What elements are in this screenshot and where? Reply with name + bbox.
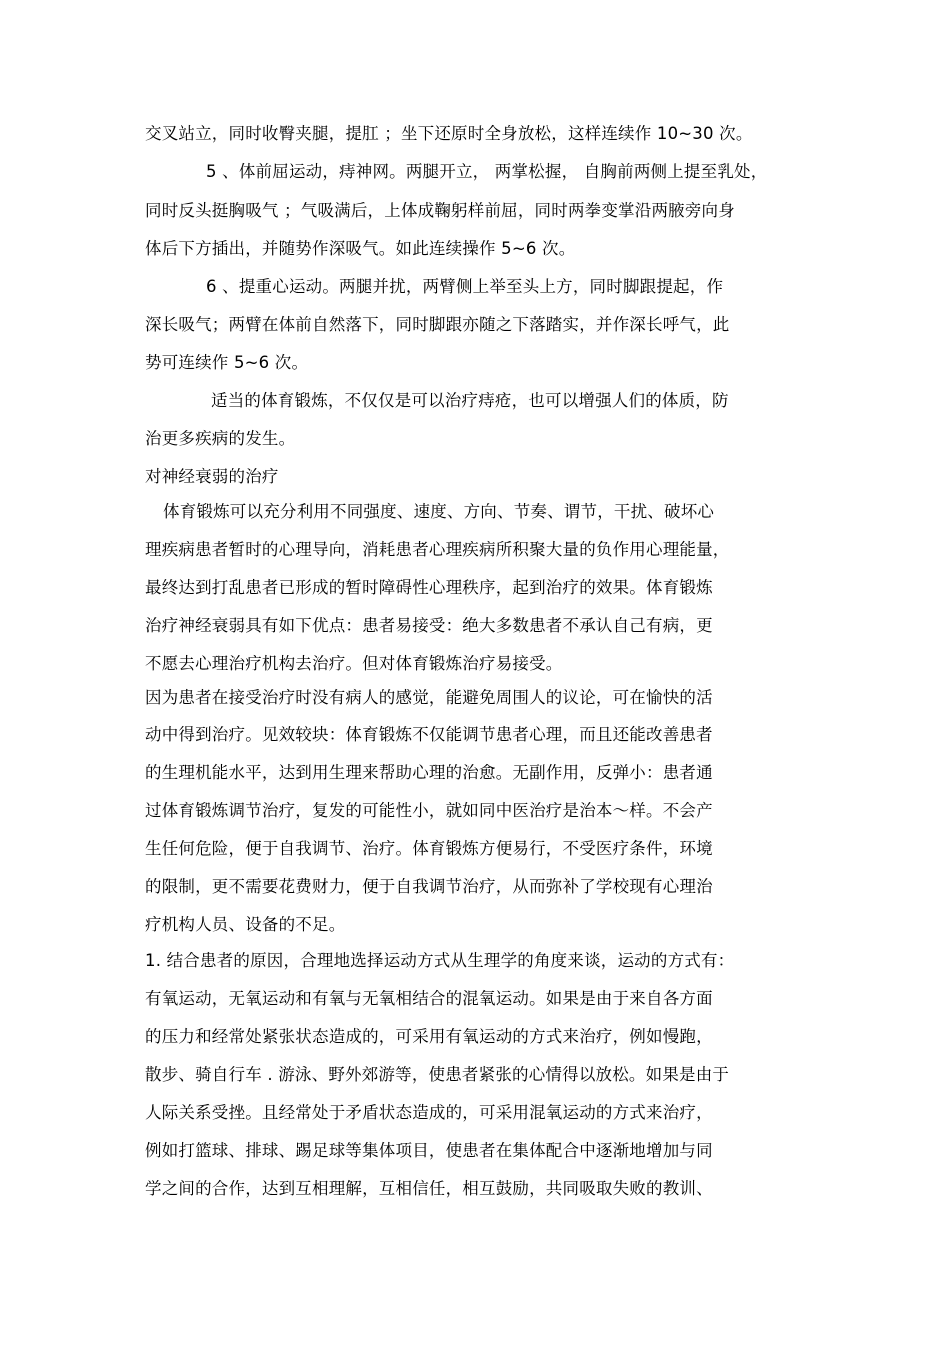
text-line: 治更多疾病的发生。 bbox=[145, 429, 296, 448]
section-heading: 对神经衰弱的治疗 bbox=[145, 467, 279, 486]
text-line: 因为患者在接受治疗时没有病人的感觉，能避免周围人的议论，可在愉快的活 bbox=[145, 688, 713, 707]
text-line: 生任何危险，便于自我调节、治疗。体育锻炼方便易行，不受医疗条件，环境 bbox=[145, 839, 713, 858]
text-line: 体育锻炼可以充分利用不同强度、速度、方向、节奏、谓节，干扰、破坏心 bbox=[163, 502, 715, 521]
text-line: 同时反头挺胸吸气 ；气吸满后，上体成鞠躬样前屈，同时两拳变掌沿两腋旁向身 bbox=[145, 201, 735, 220]
text-line: 深长吸气；两臂在体前自然落下，同时脚跟亦随之下落踏实，并作深长呼气，此 bbox=[145, 315, 730, 334]
text-line: 治疗神经衰弱具有如下优点：患者易接受：绝大多数患者不承认自己有病，更 bbox=[145, 616, 713, 635]
text-line: 6 、提重心运动。两腿并扰，两臂侧上举至头上方，同时脚跟提起，作 bbox=[206, 277, 724, 296]
text-line: 5 、体前屈运动，痔神网。两腿开立， 两掌松握， 自胸前两侧上提至乳处， bbox=[206, 162, 768, 181]
text-line: 过体育锻炼调节治疗，复发的可能性小，就如同中医治疗是治本～样。不会产 bbox=[145, 801, 713, 820]
text-line: 的限制，更不需要花费财力，便于自我调节治疗，从而弥补了学校现有心理治 bbox=[145, 877, 713, 896]
text-line: 动中得到治疗。见效较块：体育锻炼不仅能调节患者心理，而且还能改善患者 bbox=[145, 725, 713, 744]
text-line: 学之间的合作，达到互相理解，互相信任，相互鼓励，共同吸取失败的教训、 bbox=[145, 1179, 713, 1198]
text-line: 最终达到打乱患者已形成的暂时障碍性心理秩序，起到治疗的效果。体育锻炼 bbox=[145, 578, 713, 597]
text-line: 例如打篮球、排球、踢足球等集体项目，使患者在集体配合中逐渐地增加与同 bbox=[145, 1141, 713, 1160]
text-line: 人际关系受挫。且经常处于矛盾状态造成的，可采用混氧运动的方式来治疗， bbox=[145, 1103, 713, 1122]
text-line: 的生理机能水平，达到用生理来帮助心理的治愈。无副作用，反弹小：患者通 bbox=[145, 763, 713, 782]
text-line: 有氧运动，无氧运动和有氧与无氧相结合的混氧运动。如果是由于来自各方面 bbox=[145, 989, 713, 1008]
text-line: 不愿去心理治疗机构去治疗。但对体育锻炼治疗易接受。 bbox=[145, 654, 563, 673]
text-line: 散步、骑自行车 . 游泳、野外郊游等，使患者紧张的心情得以放松。如果是由于 bbox=[145, 1065, 730, 1084]
text-line: 的压力和经常处紧张状态造成的，可采用有氧运动的方式来治疗，例如慢跑， bbox=[145, 1027, 713, 1046]
text-line: 势可连续作 5~6 次。 bbox=[145, 353, 309, 372]
text-line: 体后下方插出，并随势作深吸气。如此连续操作 5~6 次。 bbox=[145, 239, 576, 258]
text-line: 交叉站立，同时收臀夹腿，提肛 ；坐下还原时全身放松，这样连续作 10~30 次。 bbox=[145, 124, 753, 143]
text-line: 1. 结合患者的原因，合理地选择运动方式从生理学的角度来谈，运动的方式有： bbox=[145, 951, 735, 970]
text-line: 疗机构人员、设备的不足。 bbox=[145, 915, 346, 934]
text-line: 适当的体育锻炼，不仅仅是可以治疗痔疮，也可以增强人们的体质，防 bbox=[211, 391, 729, 410]
text-line: 理疾病患者暂时的心理导向，消耗患者心理疾病所积聚大量的负作用心理能量， bbox=[145, 540, 730, 559]
